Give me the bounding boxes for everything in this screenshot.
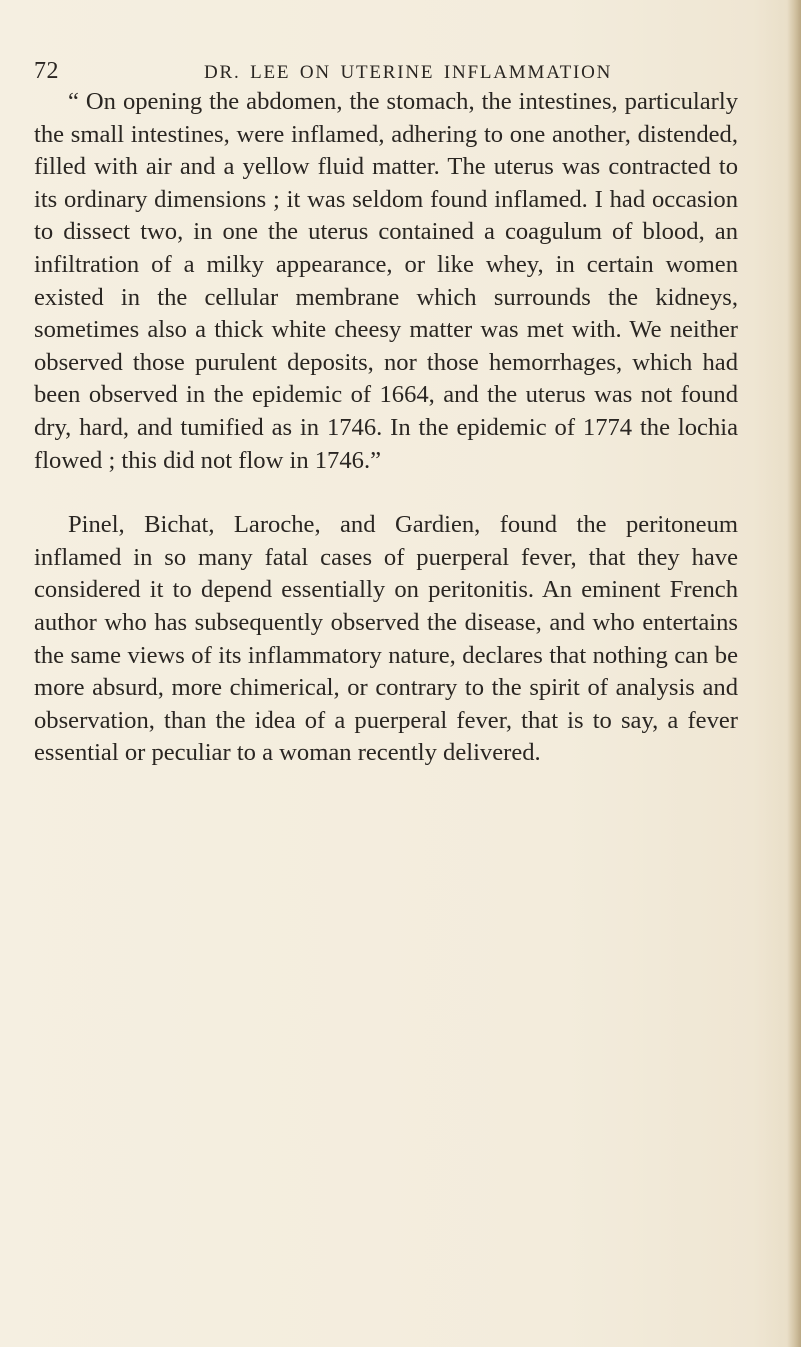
- body-text: [34, 86, 738, 770]
- quoted-paragraph: “ On opening the abdomen, the stomach, the intestines, particularly the small intestines, were inflamed, adhering to one another, distended, filled with air and a yellow fluid matter. The uterus was contracted to its ordinary dimensions ; it was seldom found inflamed. I had occasion to dissect two, in one the uterus contained a coagulum of blood, an infiltration of a milky appearance, or like whey, in certain women existed in the cellular membrane which surrounds the kidneys, sometimes also a thick white cheesy matter was met with. We neither observed those purulent deposits, nor those hemorrhages, which had been observed in the epidemic of 1664, and the uterus was not found dry, hard, and tumified as in 1746. In the epidemic of 1774 the lochia flowed ; this did not flow in 1746.”: [34, 88, 738, 474]
- page-edge-shadow: [787, 0, 801, 1347]
- running-head: DR. LEE ON UTERINE INFLAMMATION: [204, 62, 613, 83]
- page-header: [34, 58, 734, 88]
- paragraph: Pinel, Bichat, Laroche, and Gardien, found the peritoneum inflamed in so many fatal cases of puerperal fever, that they have considered it to depend essentially on peritonitis. An eminent French author who has subsequently observed the disease, and who entertains the same views of its inflammatory nature, declares that nothing can be more absurd, more chimerical, or contrary to the spirit of analysis and observation, than the idea of a puerperal fever, that is to say, a fever essential or peculiar to a woman recently delivered.: [34, 511, 738, 767]
- page-number: 72: [34, 58, 59, 84]
